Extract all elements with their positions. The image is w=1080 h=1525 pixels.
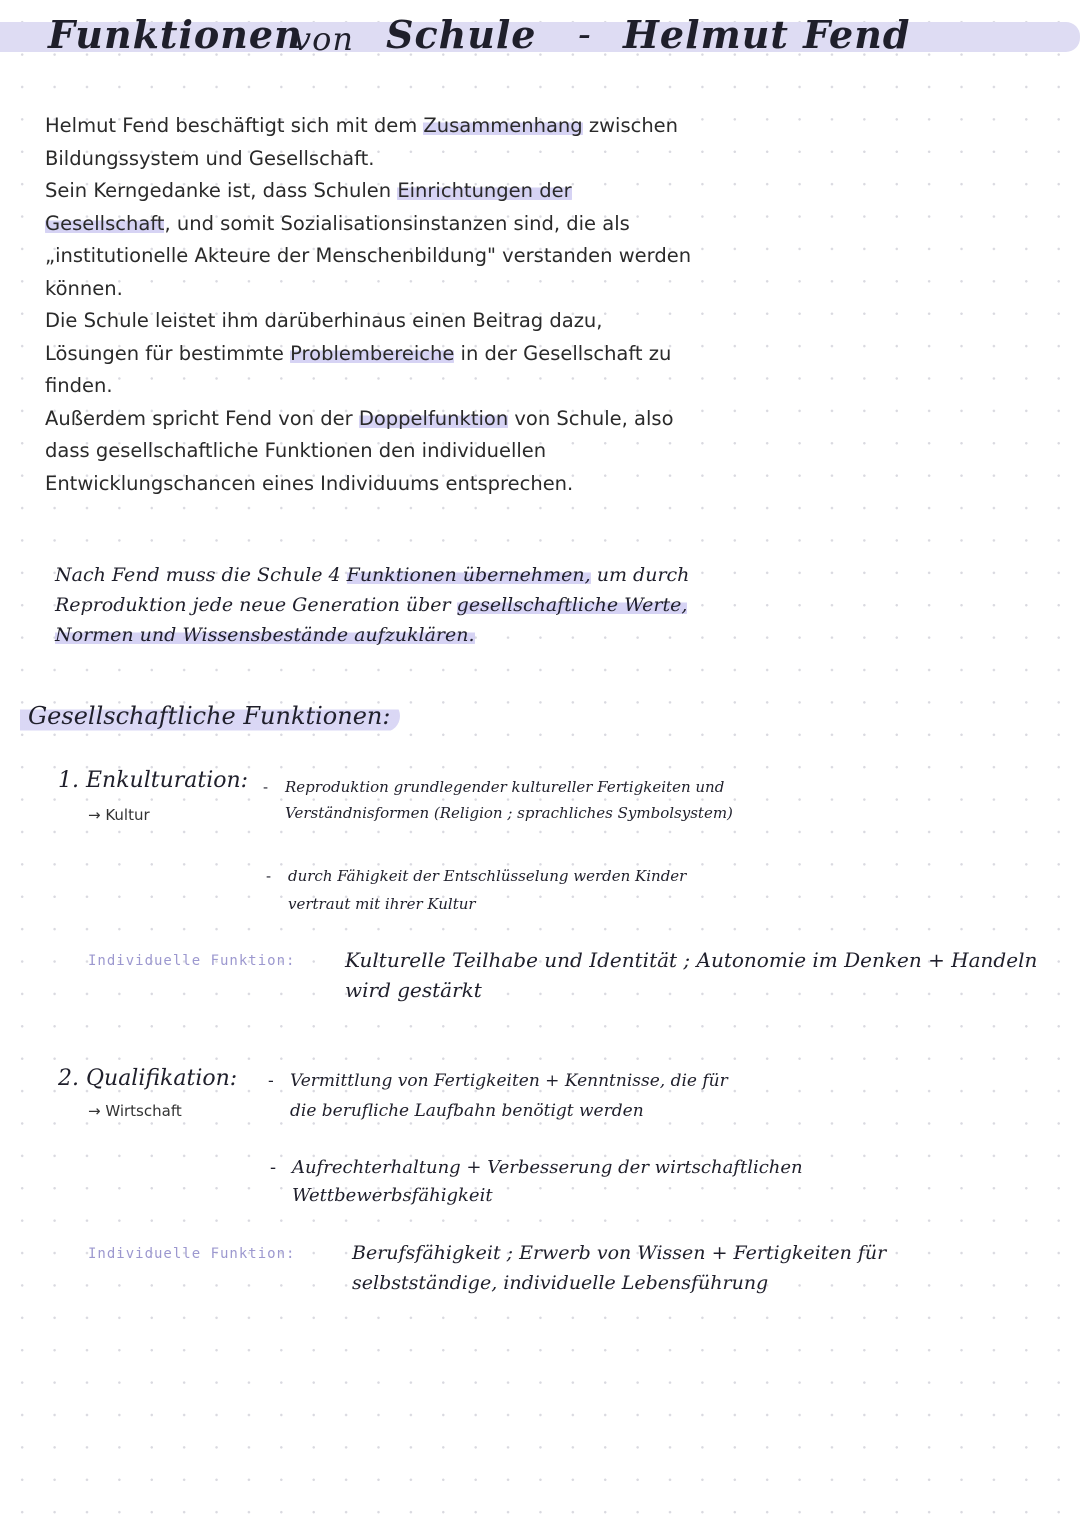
intro-text: [45, 110, 745, 500]
bullet-dash: -: [268, 1071, 274, 1091]
intro-highlight: Doppelfunktion: [358, 406, 509, 430]
fend-summary: [55, 560, 735, 650]
fend-line-1: Nach Fend muss die Schule 4 Funktionen übernehmen, um durch: [55, 564, 690, 586]
intro-line: „institutionelle Akteure der Menschenbildung" verstanden werden: [45, 244, 692, 267]
fend-line-2: Reproduktion jede neue Generation über gesellschaftliche Werte,: [55, 594, 688, 616]
intro-line: Bildungssystem und Gesellschaft.: [45, 146, 375, 170]
title-word-von: von: [293, 20, 354, 58]
function-title: 2. Qualifikation:: [58, 1066, 238, 1091]
intro-line: Gesellschaft, und somit Sozialisationsinstanzen sind, die als: [45, 211, 630, 235]
fend-highlight: Normen und Wissensbestände aufzuklären.: [55, 624, 475, 646]
intro-highlight: Problembereiche: [290, 341, 455, 365]
function-bullet: - Reproduktion grundlegender kultureller Fertigkeiten und Verständnisformen (Religion ; sprachliches Symbolsystem): [285, 774, 733, 826]
fend-line-3: [55, 620, 735, 650]
intro-line: dass gesellschaftliche Funktionen den individuellen: [45, 439, 547, 462]
intro-line: Sein Kerngedanke ist, dass Schulen Einrichtungen der: [45, 179, 572, 202]
function-sub: → Wirtschaft: [88, 1102, 182, 1120]
page-title: [48, 8, 1068, 64]
intro-line: Außerdem spricht Fend von der Doppelfunktion von Schule, also: [45, 406, 674, 430]
intro-line: können.: [45, 276, 123, 300]
intro-highlight: Einrichtungen der: [397, 179, 572, 202]
function-bullet: - durch Fähigkeit der Entschlüsselung werden Kinder vertraut mit ihrer Kultur: [288, 862, 686, 918]
bullet-dash: -: [266, 867, 272, 885]
intro-line: Lösungen für bestimmte Problembereiche in der Gesellschaft zu: [45, 341, 672, 365]
intro-line: Helmut Fend beschäftigt sich mit dem Zusammenhang zwischen: [45, 114, 679, 137]
intro-line: Entwicklungschancen eines Individuums entsprechen.: [45, 471, 574, 495]
intro-highlight: Gesellschaft: [45, 211, 165, 235]
fend-highlight: gesellschaftliche Werte,: [456, 594, 688, 616]
title-word-funktionen: Funktionen: [48, 12, 303, 57]
individual-function-text: Berufsfähigkeit ; Erwerb von Wissen + Fertigkeiten für selbstständige, individuelle Lebensführung: [352, 1242, 887, 1294]
individual-function-label: Individuelle Funktion:: [88, 1246, 296, 1262]
title-author: Helmut Fend: [623, 12, 911, 57]
section-heading: Gesellschaftliche Funktionen:: [20, 700, 400, 732]
function-sub: → Kultur: [88, 806, 150, 824]
individual-function-text: Kulturelle Teilhabe und Identität ; Autonomie im Denken + Handeln wird gestärkt: [345, 948, 1038, 1002]
bullet-dash: -: [270, 1157, 277, 1178]
intro-line: Die Schule leistet ihm darüberhinaus einen Beitrag dazu,: [45, 309, 603, 332]
intro-highlight: Zusammenhang: [423, 114, 583, 137]
title-dash: -: [578, 12, 592, 56]
intro-line: finden.: [45, 374, 113, 397]
title-word-schule: Schule: [386, 12, 537, 57]
individual-function-label: Individuelle Funktion:: [88, 953, 296, 969]
bullet-dash: -: [263, 778, 269, 796]
fend-highlight: Funktionen übernehmen,: [346, 564, 591, 586]
function-bullet: - Aufrechterhaltung + Verbesserung der wirtschaftlichen Wettbewerbsfähigkeit: [292, 1154, 803, 1210]
function-title: 1. Enkulturation:: [58, 768, 249, 793]
function-bullet: - Vermittlung von Fertigkeiten + Kenntnisse, die für die berufliche Laufbahn benötigt werden: [290, 1066, 728, 1126]
